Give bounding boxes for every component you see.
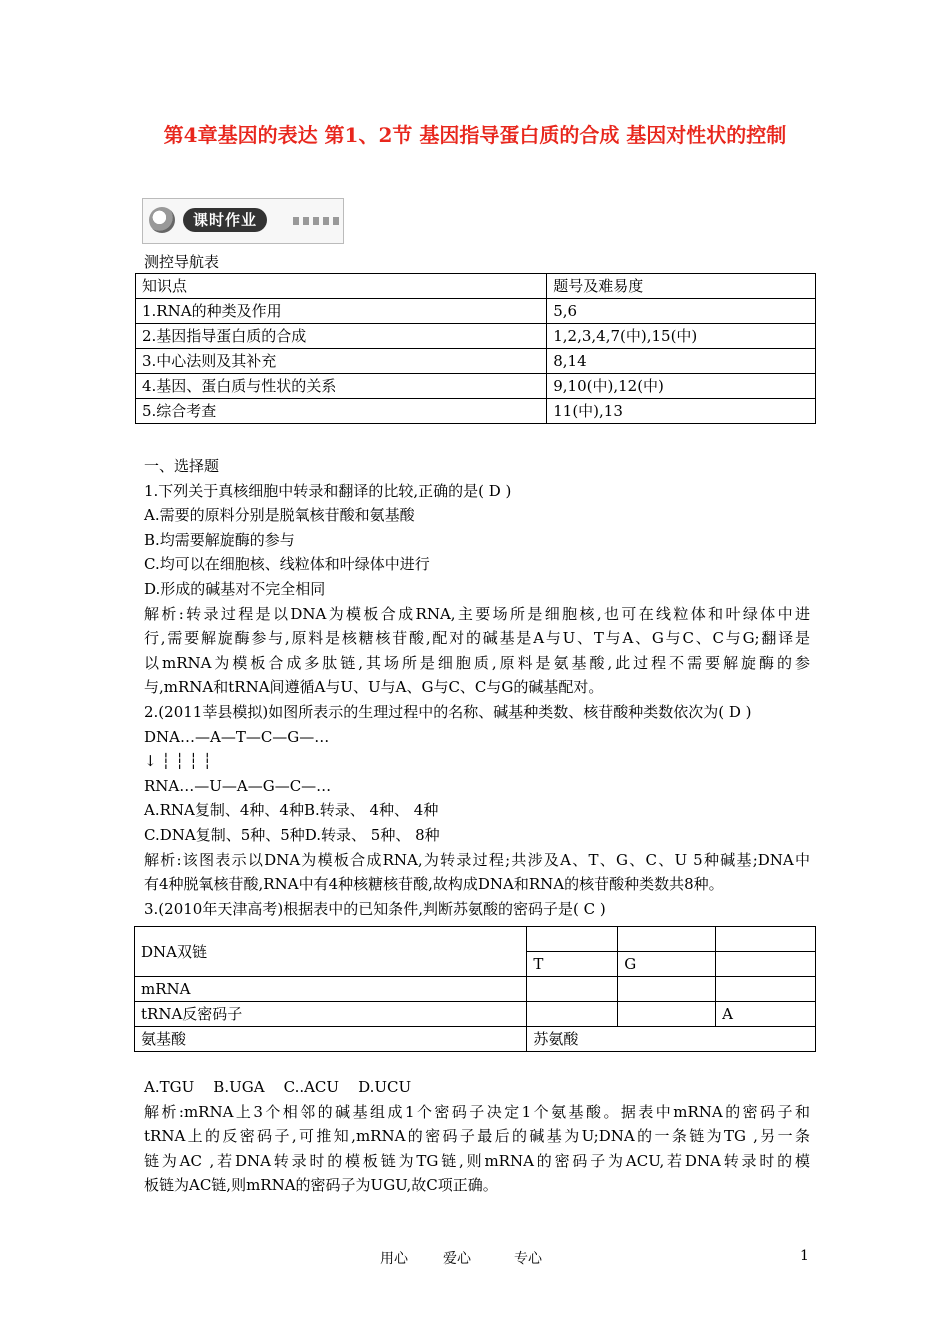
option-text: A.需要的原料分别是脱氧核苷酸和氨基酸 xyxy=(144,506,415,525)
question-stem: 1.下列关于真核细胞中转录和翻译的比较,正确的是( D ) xyxy=(144,481,512,500)
question-block-3 xyxy=(144,1075,810,1198)
table-cell: 4.基因、蛋白质与性状的关系 xyxy=(136,374,547,399)
footer-motto-3: 专心 xyxy=(514,1251,542,1267)
question-stem: 3.(2010年天津高考)根据表中的已知条件,判断苏氨酸的密码子是( C ) xyxy=(144,899,606,918)
table-cell xyxy=(527,1002,618,1027)
table-cell xyxy=(527,927,618,952)
table-row xyxy=(136,299,816,324)
table-header-row xyxy=(136,274,816,299)
table-cell: tRNA反密码子 xyxy=(135,1002,527,1027)
banner-dots-icon xyxy=(293,217,339,225)
table-cell xyxy=(618,927,716,952)
table-cell xyxy=(527,977,618,1002)
analysis-line: 解析:转录过程是以DNA为模板合成RNA,主要场所是细胞核,也可在线粒体和叶绿体中进 xyxy=(144,604,810,623)
table-cell: mRNA xyxy=(135,977,527,1002)
table-cell: 8,14 xyxy=(547,349,816,374)
table-cell: 9,10(中),12(中) xyxy=(547,374,816,399)
table-row xyxy=(136,324,816,349)
table-cell: 5.综合考查 xyxy=(136,399,547,424)
table-row xyxy=(135,927,816,952)
option-text: A.TGU B.UGA C..ACU D.UCU xyxy=(144,1078,412,1096)
analysis-line: 板链为AC链,则mRNA的密码子为UGU,故C项正确。 xyxy=(144,1176,498,1195)
table-cell xyxy=(716,977,816,1002)
table-cell: 1.RNA的种类及作用 xyxy=(136,299,547,324)
banner-decoration-icon xyxy=(149,207,175,233)
table-cell: 氨基酸 xyxy=(135,1027,527,1052)
option-text: B.均需要解旋酶的参与 xyxy=(144,530,295,549)
table-row xyxy=(136,349,816,374)
analysis-line: tRNA上的反密码子,可推知,mRNA的密码子最后的碱基为U;DNA的一条链为TG ,另一条 xyxy=(144,1127,810,1146)
table-cell xyxy=(716,927,816,952)
diagram-line: ↓ ┆ ┆ ┆ ┆ xyxy=(144,752,212,771)
nav-table-caption: 测控导航表 xyxy=(144,253,220,271)
table-cell: T xyxy=(527,952,618,977)
analysis-line: 链为AC ,若DNA转录时的模板链为TG链,则mRNA的密码子为ACU,若DNA转录时的模 xyxy=(144,1151,810,1170)
question-stem: 2.(2011莘县模拟)如图所表示的生理过程中的名称、碱基种类数、核苷酸种类数依次为( D ) xyxy=(144,702,752,721)
diagram-line: RNA…—U—A—G—C—… xyxy=(144,776,332,795)
table-cell: DNA双链 xyxy=(135,927,527,977)
table-header-cell: 题号及难易度 xyxy=(547,274,816,299)
option-text: A.RNA复制、4种、4种B.转录、 4种、 4种 xyxy=(144,801,439,820)
option-text: C.均可以在细胞核、线粒体和叶绿体中进行 xyxy=(144,555,430,574)
table-cell: 1,2,3,4,7(中),15(中) xyxy=(547,324,816,349)
nav-table xyxy=(135,273,816,424)
table-row xyxy=(135,1027,816,1052)
analysis-line: 有4种脱氧核苷酸,RNA中有4种核糖核苷酸,故构成DNA和RNA的核苷酸种类数共8种。 xyxy=(144,875,724,894)
table-cell xyxy=(618,1002,716,1027)
table-row xyxy=(136,374,816,399)
table-cell: A xyxy=(716,1002,816,1027)
option-text: C.DNA复制、5种、5种D.转录、 5种、 8种 xyxy=(144,825,440,844)
footer-motto-1: 用心 xyxy=(380,1251,408,1267)
table-row xyxy=(136,399,816,424)
table-cell: 苏氨酸 xyxy=(527,1027,816,1052)
table-cell: 11(中),13 xyxy=(547,399,816,424)
footer-motto-2: 爱心 xyxy=(443,1251,471,1267)
table-row xyxy=(135,1002,816,1027)
analysis-line: 解析:该图表示以DNA为模板合成RNA,为转录过程;共涉及A、T、G、C、U 5种碱基;DNA中 xyxy=(144,850,810,869)
analysis-line: 以mRNA为模板合成多肽链,其场所是细胞质,原料是氨基酸,此过程不需要解旋酶的参 xyxy=(144,653,810,672)
analysis-line: 与,mRNA和tRNA间遵循A与U、U与A、G与C、C与G的碱基配对。 xyxy=(144,678,604,697)
page-title: 第4章基因的表达 第1、2节 基因指导蛋白质的合成 基因对性状的控制 xyxy=(163,123,787,147)
table-cell: 2.基因指导蛋白质的合成 xyxy=(136,324,547,349)
table-row xyxy=(135,977,816,1002)
question-block-1-2 xyxy=(144,454,810,921)
table-cell: 5,6 xyxy=(547,299,816,324)
table-cell: 3.中心法则及其补充 xyxy=(136,349,547,374)
option-text: D.形成的碱基对不完全相同 xyxy=(144,579,326,598)
homework-banner xyxy=(142,198,344,244)
table-cell xyxy=(618,977,716,1002)
diagram-line: DNA…—A—T—C—G—… xyxy=(144,727,330,746)
page-number: 1 xyxy=(800,1248,809,1264)
section-heading: 一、选择题 xyxy=(144,457,220,475)
table-cell: G xyxy=(618,952,716,977)
table-cell xyxy=(716,952,816,977)
codon-table xyxy=(134,926,816,1052)
analysis-line: 解析:mRNA上3个相邻的碱基组成1个密码子决定1个氨基酸。据表中mRNA的密码子和 xyxy=(144,1102,810,1121)
banner-label: 课时作业 xyxy=(183,208,267,232)
analysis-line: 行,需要解旋酶参与,原料是核糖核苷酸,配对的碱基是A与U、T与A、G与C、C与G;翻译是 xyxy=(144,629,810,648)
table-header-cell: 知识点 xyxy=(136,274,547,299)
